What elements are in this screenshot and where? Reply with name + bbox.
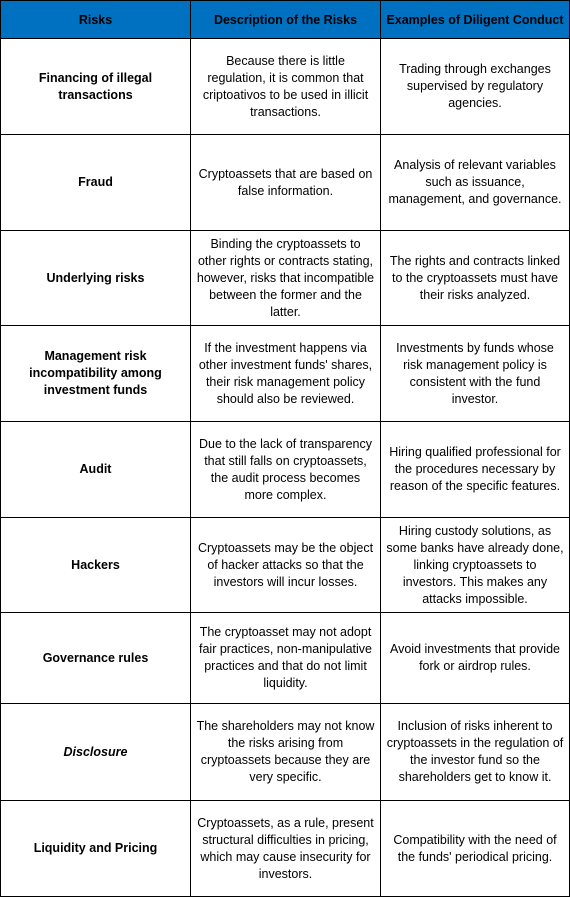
risk-description-cell: Cryptoassets, as a rule, present structural difficulties in pricing, which may cause insecurity for investors. — [191, 801, 381, 897]
risk-name-cell: Fraud — [1, 135, 191, 231]
risk-name-cell: Underlying risks — [1, 231, 191, 326]
risk-name-cell: Disclosure — [1, 704, 191, 801]
table-body — [1, 39, 570, 897]
risk-description-cell: Binding the cryptoassets to other rights or contracts stating, however, risks that incompatible between the former and the latter. — [191, 231, 381, 326]
risk-name-cell: Audit — [1, 422, 191, 518]
header-description: Description of the Risks — [191, 1, 381, 39]
diligent-conduct-cell: Trading through exchanges supervised by regulatory agencies. — [381, 39, 570, 135]
table-header — [1, 1, 570, 39]
risk-description-cell: The cryptoasset may not adopt fair practices, non-manipulative practices and that do not limit liquidity. — [191, 613, 381, 704]
table-row — [1, 518, 570, 613]
risk-name-cell: Financing of illegal transactions — [1, 39, 191, 135]
risk-description-cell: If the investment happens via other investment funds' shares, their risk management policy should also be reviewed. — [191, 326, 381, 422]
table-row — [1, 704, 570, 801]
diligent-conduct-cell: Hiring custody solutions, as some banks have already done, linking cryptoassets to investors. This makes any attacks impossible. — [381, 518, 570, 613]
risk-description-cell: The shareholders may not know the risks arising from cryptoassets because they are very specific. — [191, 704, 381, 801]
table-row — [1, 326, 570, 422]
diligent-conduct-cell: Avoid investments that provide fork or airdrop rules. — [381, 613, 570, 704]
header-row — [1, 1, 570, 39]
header-examples: Examples of Diligent Conduct — [381, 1, 570, 39]
risk-description-cell: Due to the lack of transparency that still falls on cryptoassets, the audit process becomes more complex. — [191, 422, 381, 518]
risk-name-cell: Governance rules — [1, 613, 191, 704]
diligent-conduct-cell: Hiring qualified professional for the procedures necessary by reason of the specific features. — [381, 422, 570, 518]
table-row — [1, 613, 570, 704]
risk-description-cell: Cryptoassets that are based on false information. — [191, 135, 381, 231]
table-row — [1, 135, 570, 231]
diligent-conduct-cell: Inclusion of risks inherent to cryptoassets in the regulation of the investor fund so the shareholders get to know it. — [381, 704, 570, 801]
table-row — [1, 801, 570, 897]
table-row — [1, 39, 570, 135]
diligent-conduct-cell: Investments by funds whose risk management policy is consistent with the fund investor. — [381, 326, 570, 422]
diligent-conduct-cell: The rights and contracts linked to the cryptoassets must have their risks analyzed. — [381, 231, 570, 326]
header-risks: Risks — [1, 1, 191, 39]
table-row — [1, 422, 570, 518]
diligent-conduct-cell: Compatibility with the need of the funds' periodical pricing. — [381, 801, 570, 897]
risk-name-cell: Liquidity and Pricing — [1, 801, 191, 897]
risk-description-cell: Because there is little regulation, it is common that criptoativos to be used in illicit transactions. — [191, 39, 381, 135]
diligent-conduct-cell: Analysis of relevant variables such as issuance, management, and governance. — [381, 135, 570, 231]
risk-name-cell: Management risk incompatibility among investment funds — [1, 326, 191, 422]
risk-name-cell: Hackers — [1, 518, 191, 613]
risk-description-cell: Cryptoassets may be the object of hacker attacks so that the investors will incur losses. — [191, 518, 381, 613]
table-row — [1, 231, 570, 326]
